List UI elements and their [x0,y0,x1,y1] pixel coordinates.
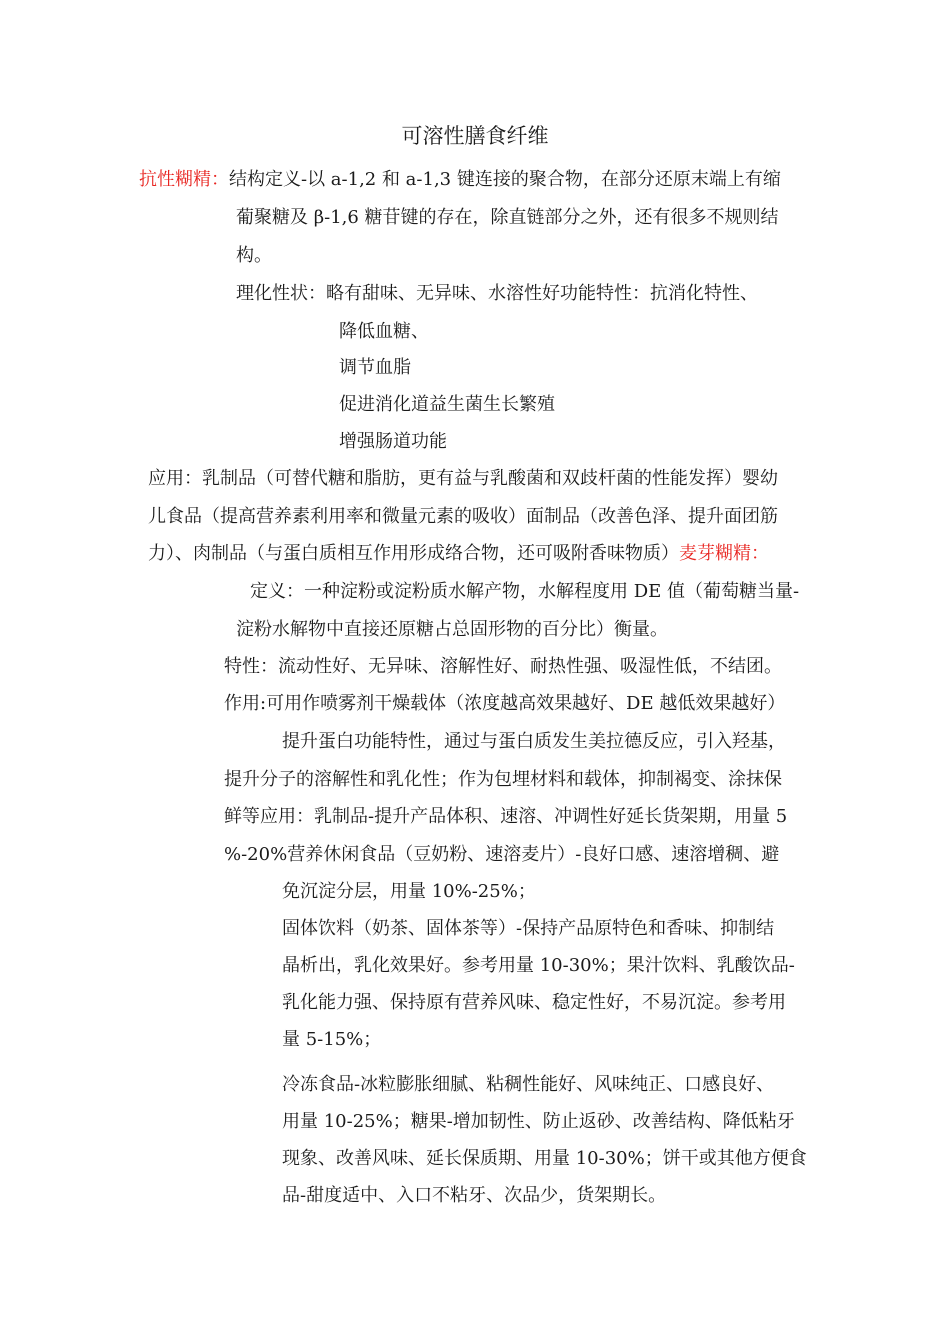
uses-line-2: 提升蛋白功能特性，通过与蛋白质发生美拉德反应，引入羟基， [282,731,786,752]
application-text: 力）、肉制品（与蛋白质相互作用形成络合物，还可吸附香味物质） [148,543,679,564]
application-line-3 [148,541,769,567]
beverages-line-3: 乳化能力强、保持原有营养风味、稳定性好，不易沉淀。参考用 [282,992,786,1013]
beverages-line-1: 固体饮料（奶茶、固体茶等）-保持产品原特色和香味、抑制结 [282,918,775,939]
definition-line-1: 定义：一种淀粉或淀粉质水解产物，水解程度用 DE 值（葡萄糖当量- [250,581,800,602]
resistant-dextrin-heading: 抗性糊精： [139,169,229,190]
uses-line-6: 免沉淀分层，用量 10%-25%； [282,881,536,902]
resistant-dextrin-line-1 [139,167,781,193]
frozen-line-2: 用量 10-25%；糖果-增加韧性、防止返砂、改善结构、降低粘牙 [282,1111,795,1132]
uses-line-1: 作用:可用作喷雾剂干燥载体（浓度越高效果越好、DE 越低效果越好） [224,693,786,714]
frozen-line-3: 现象、改善风味、延长保质期、用量 10-30%；饼干或其他方便食 [282,1148,807,1169]
structure-definition-text: 结构定义-以 a-1,2 和 a-1,3 键连接的聚合物，在部分还原末端上有缩 [229,169,781,190]
beverages-line-4: 量 5-15%； [282,1029,382,1050]
function-item: 促进消化道益生菌生长繁殖 [339,394,555,415]
application-line-1: 应用：乳制品（可替代糖和脂肪，更有益与乳酸菌和双歧杆菌的性能发挥）婴幼 [148,468,778,489]
structure-definition-line-3: 构。 [236,245,272,266]
beverages-line-2: 晶析出，乳化效果好。参考用量 10-30%；果汁饮料、乳酸饮品- [282,955,795,976]
frozen-line-4: 品-甜度适中、入口不粘牙、次品少，货架期长。 [282,1185,667,1206]
maltodextrin-heading: 麦芽糊精： [679,543,769,564]
uses-line-4: 鲜等应用：乳制品-提升产品体积、速溶、冲调性好延长货架期，用量 5 [224,806,788,827]
function-item: 增强肠道功能 [339,431,447,452]
uses-line-5: %-20%营养休闲食品（豆奶粉、速溶麦片）-良好口感、速溶增稠、避 [224,844,780,865]
definition-line-2: 淀粉水解物中直接还原糖占总固形物的百分比）衡量。 [236,619,668,640]
function-item: 调节血脂 [339,357,411,378]
physicochemical-properties: 理化性状：略有甜味、无异味、水溶性好功能特性：抗消化特性、 [236,283,758,304]
frozen-line-1: 冷冻食品-冰粒膨胀细腻、粘稠性能好、风味纯正、口感良好、 [282,1074,775,1095]
characteristics: 特性：流动性好、无异味、溶解性好、耐热性强、吸湿性低，不结团。 [224,656,782,677]
page-title: 可溶性膳食纤维 [401,124,549,148]
application-line-2: 儿食品（提高营养素利用率和微量元素的吸收）面制品（改善色泽、提升面团筋 [148,506,778,527]
structure-definition-line-2: 葡聚糖及 β-1,6 糖苷键的存在，除直链部分之外，还有很多不规则结 [236,207,779,228]
function-item: 降低血糖、 [339,321,429,342]
uses-line-3: 提升分子的溶解性和乳化性；作为包埋材料和载体，抑制褐变、涂抹保 [224,769,782,790]
